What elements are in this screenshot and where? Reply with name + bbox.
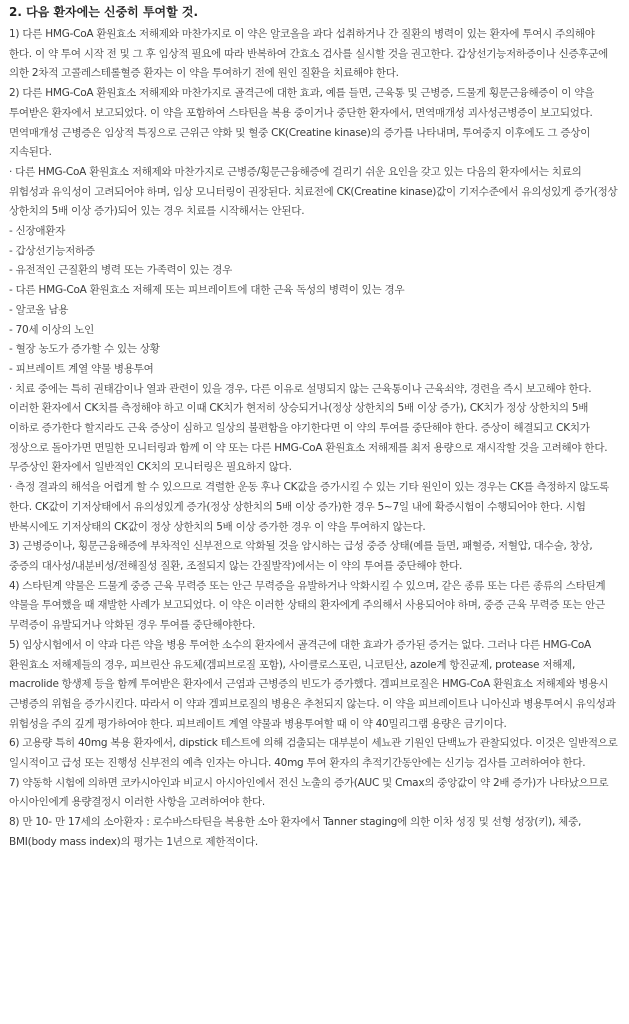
paragraph: - 유전적인 근질환의 병력 또는 가족력이 있는 경우 xyxy=(9,264,233,277)
paragraph: 7) 약동학 시험에 의하면 코카시아인과 비교시 아시아인에서 전신 노출의 증가(AUC 및 Cmax의 중앙값이 약 2배 증가)가 나타났으므로 아시아인에게 용량결정시 이러한 사항을 고려하여야 한다. xyxy=(9,776,609,809)
paragraph: 4) 스타틴계 약물은 드물게 중증 근육 무력증 또는 안근 무력증을 유발하거나 악화시킬 수 있으며, 같은 종류 또는 다른 종류의 스타틴계 약물을 투여했을 때 재발한 사례가 보고되었다. 이 약은 이러한 상태의 환자에게 주의해서 사용되어야 하며, 중증 근육 무력증 또는 안근 무력증이 유발되거나 악화된 경우 투여를 중단해야한다. xyxy=(9,579,606,632)
paragraph: · 다른 HMG-CoA 환원효소 저해제와 마찬가지로 근병증/횡문근융해증에 걸리기 쉬운 요인을 갖고 있는 다음의 환자에서는 치료의 위험성과 유익성이 고려되어야 하며, 임상 모니터링이 권장된다. 치료전에 CK(Creatine kinase)값이 기저수준에서 유의성있게 증가(정상 상한치의 5배 이상 증가)되어 있는 경우 치료를 시작해서는 안된다. xyxy=(9,165,618,218)
paragraph: 5) 임상시험에서 이 약과 다른 약을 병용 투여한 소수의 환자에서 골격근에 대한 효과가 증가된 증거는 없다. 그러나 다른 HMG-CoA 환원효소 저해제들의 경우, 피브린산 유도체(겜피브로질 포함), 사이클로스포린, 니코틴산, azole계 항진균제, protease 저해제, macrolide 항생제 등을 함께 투여받은 환자에서 근염과 근병증의 빈도가 증가했다. 겜피브로질은 HMG-CoA 환원효소 저해제와 병용시 근병증의 위험을 증가시킨다. 따라서 이 약과 겜피브로질의 병용은 추천되지 않는다. 이 약을 피브레이트나 니아신과 병용투여시 유익성과 위험성을 주의 깊게 평가하여야 한다. 피브레이트 계열 약물과 병용투여할 때 이 약 40밀리그램 용량은 금기이다. xyxy=(9,638,616,730)
paragraph: - 다른 HMG-CoA 환원효소 저해제 또는 피브레이트에 대한 근육 독성의 병력이 있는 경우 xyxy=(9,284,405,297)
paragraph: - 알코올 남용 xyxy=(9,303,69,316)
paragraph: - 혈장 농도가 증가할 수 있는 상황 xyxy=(9,343,160,356)
paragraph: 3) 근병증이나, 횡문근융해증에 부차적인 신부전으로 악화될 것을 암시하는 급성 중증 상태(예를 들면, 패혈증, 저혈압, 대수술, 창상, 중증의 대사성/내분비성/전해질성 질환, 조절되지 않는 간질발작)에서는 이 약의 투여를 중단해야 한다. xyxy=(9,540,593,572)
paragraph: · 치료 중에는 특히 권태감이나 열과 관련이 있을 경우, 다른 이유로 설명되지 않는 근육통이나 근육쇠약, 경련을 즉시 보고해야 한다. 이러한 환자에서 CK치를 측정해야 하고 이때 CK치가 현저히 상승되거나(정상 상한치의 5배 이상 증가), CK치가 정상 상한치의 5배 이하로 증가한다 할지라도 근육 증상이 심하고 일상의 불편함을 야기한다면 이 약의 투여를 중단해야 한다. 증상이 해결되고 CK치가 정상으로 돌아가면 면밀한 모니터링과 함께 이 약 또는 다른 HMG-CoA 환원효소 저해제를 최저 용량으로 재시작할 것을 고려해야 한다. 무증상인 환자에서 일반적인 CK치의 모니터링은 필요하지 않다. xyxy=(9,382,608,474)
paragraph: · 측정 결과의 해석을 어렵게 할 수 있으므로 격렬한 운동 후나 CK값을 증가시킬 수 있는 기타 원인이 있는 경우는 CK를 측정하지 않도록 한다. CK값이 기저상태에서 유의성있게 증가(정상 상한치의 5배 이상 증가)한 경우 5~7일 내에 확증시험이 수행되어야 한다. 시험 반복시에도 기저상태의 CK값이 정상 상한치의 5배 이상 증가한 경우 이 약을 투여하지 않는다. xyxy=(9,481,609,533)
paragraph: 1) 다른 HMG-CoA 환원효소 저해제와 마찬가지로 이 약은 알코올을 과다 섭취하거나 간 질환의 병력이 있는 환자에 투여시 주의해야 한다. 이 약 투여 시작 전 및 그 후 임상적 필요에 따라 반복하여 간효소 검사를 실시할 것을 권고한다. 갑상선기능저하증이나 신증후군에 의한 2차적 고콜레스테롤혈증 환자는 이 약을 투여하기 전에 원인 질환을 치료해야 한다. xyxy=(9,28,609,80)
paragraph: - 70세 이상의 노인 xyxy=(9,323,95,336)
paragraph: - 신장애환자 xyxy=(9,225,66,238)
paragraph: - 피브레이트 계열 약물 병용투여 xyxy=(9,362,154,375)
paragraph-list xyxy=(9,25,619,853)
paragraph: 6) 고용량 특히 40mg 복용 환자에서, dipstick 테스트에 의해 검출되는 대부분이 세뇨관 기원인 단백뇨가 관찰되었다. 이것은 일반적으로 일시적이고 급성 또는 진행성 신부전의 예측 인자는 아니다. 40mg 투여 환자의 추적기간동안에는 신기능 검사를 고려하여야 한다. xyxy=(9,737,618,770)
paragraph: 8) 만 10- 만 17세의 소아환자 : 로수바스타틴을 복용한 소아 환자에서 Tanner staging에 의한 이차 성징 및 선형 성장(키), 체중, BMI(body mass index)의 평가는 1년으로 제한적이다. xyxy=(9,816,582,848)
paragraph: 2) 다른 HMG-CoA 환원효소 저해제와 마찬가지로 골격근에 대한 효과, 예를 들면, 근육통 및 근병증, 드물게 횡문근융해증이 이 약을 투여받은 환자에서 보고되었다. 이 약을 포함하여 스타틴을 복용 중이거나 중단한 환자에서, 면역매개성 괴사성근병증이 보고되었다. 면역매개성 근병증은 임상적 특징으로 근위근 약화 및 혈중 CK(Creatine kinase)의 증가를 나타내며, 투여중지 이후에도 그 증상이 지속된다. xyxy=(9,87,595,159)
paragraph: - 갑상선기능저하증 xyxy=(9,244,95,257)
section-heading: 2. 다음 환자에는 신중히 투여할 것. xyxy=(9,5,199,19)
